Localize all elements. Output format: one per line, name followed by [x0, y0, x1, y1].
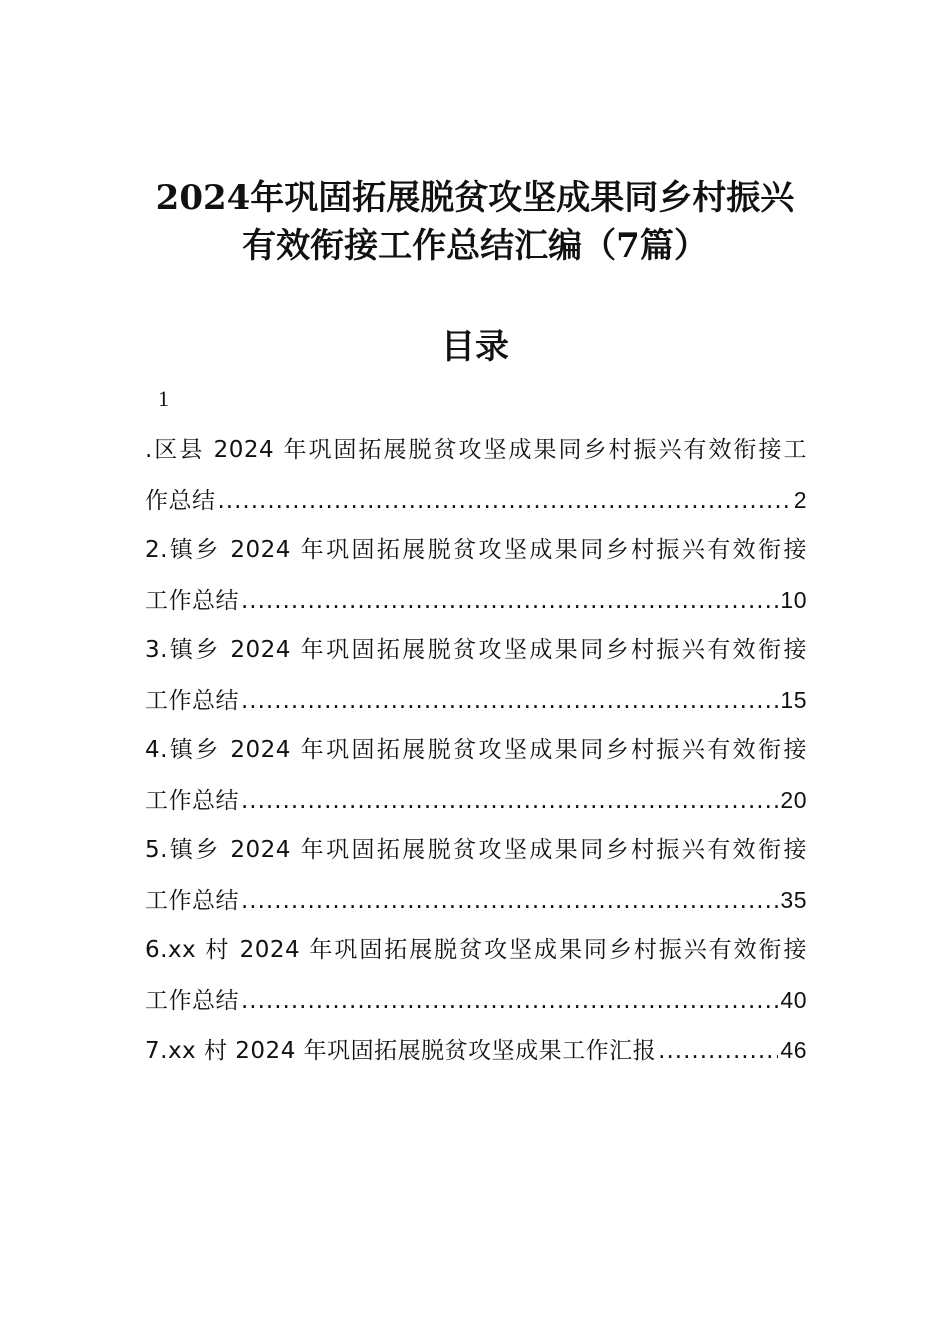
- document-title-line-2: 有效衔接工作总结汇编（7篇）: [242, 226, 708, 266]
- dot-leader: [241, 876, 778, 925]
- toc-heading: 目录: [441, 327, 509, 367]
- toc-entry-title-cont: 工作总结: [145, 888, 239, 914]
- dot-leader: [241, 776, 778, 825]
- toc-entry[interactable]: [145, 825, 807, 925]
- toc-entry-title: 6.xx 村 2024 年巩固拓展脱贫攻坚成果同乡村振兴有效衔接: [145, 937, 807, 963]
- toc-entry-title: 2.镇乡 2024 年巩固拓展脱贫攻坚成果同乡村振兴有效衔接: [145, 537, 807, 563]
- toc-entry[interactable]: [145, 525, 807, 625]
- toc-page-number: 35: [780, 887, 807, 913]
- table-of-contents: [145, 425, 807, 1075]
- dot-leader: [658, 1026, 778, 1075]
- toc-entry[interactable]: [145, 425, 807, 525]
- toc-page-number: 20: [780, 787, 807, 813]
- toc-entry-title-cont: 工作总结: [145, 588, 239, 614]
- toc-page-number: 10: [780, 587, 807, 613]
- dot-leader: [241, 576, 778, 625]
- toc-entry-title: 7.xx 村 2024 年巩固拓展脱贫攻坚成果工作汇报: [145, 1038, 657, 1064]
- document-title-line-1: 2024年巩固拓展脱贫攻坚成果同乡村振兴: [155, 178, 795, 218]
- toc-entry-title: 5.镇乡 2024 年巩固拓展脱贫攻坚成果同乡村振兴有效衔接: [145, 837, 807, 863]
- toc-entry-title: 3.镇乡 2024 年巩固拓展脱贫攻坚成果同乡村振兴有效衔接: [145, 637, 807, 663]
- toc-entry-1-number: 1: [158, 386, 169, 411]
- toc-entry-title-cont: 工作总结: [145, 688, 239, 714]
- toc-entry-title-cont: 工作总结: [145, 788, 239, 814]
- toc-entry-title: .区县 2024 年巩固拓展脱贫攻坚成果同乡村振兴有效衔接工: [145, 437, 807, 463]
- toc-page-number: 40: [780, 987, 807, 1013]
- toc-page-number: 15: [780, 687, 807, 713]
- dot-leader: [241, 976, 778, 1025]
- toc-entry-title-cont: 作总结: [145, 488, 216, 514]
- toc-entry-title-cont: 工作总结: [145, 988, 239, 1014]
- toc-entry[interactable]: [145, 1025, 807, 1075]
- toc-entry[interactable]: [145, 925, 807, 1025]
- toc-entry-title: 4.镇乡 2024 年巩固拓展脱贫攻坚成果同乡村振兴有效衔接: [145, 737, 807, 763]
- toc-entry[interactable]: [145, 625, 807, 725]
- toc-page-number: 46: [780, 1037, 807, 1063]
- dot-leader: [218, 476, 792, 525]
- toc-entry[interactable]: [145, 725, 807, 825]
- toc-page-number: 2: [793, 487, 807, 513]
- dot-leader: [241, 676, 778, 725]
